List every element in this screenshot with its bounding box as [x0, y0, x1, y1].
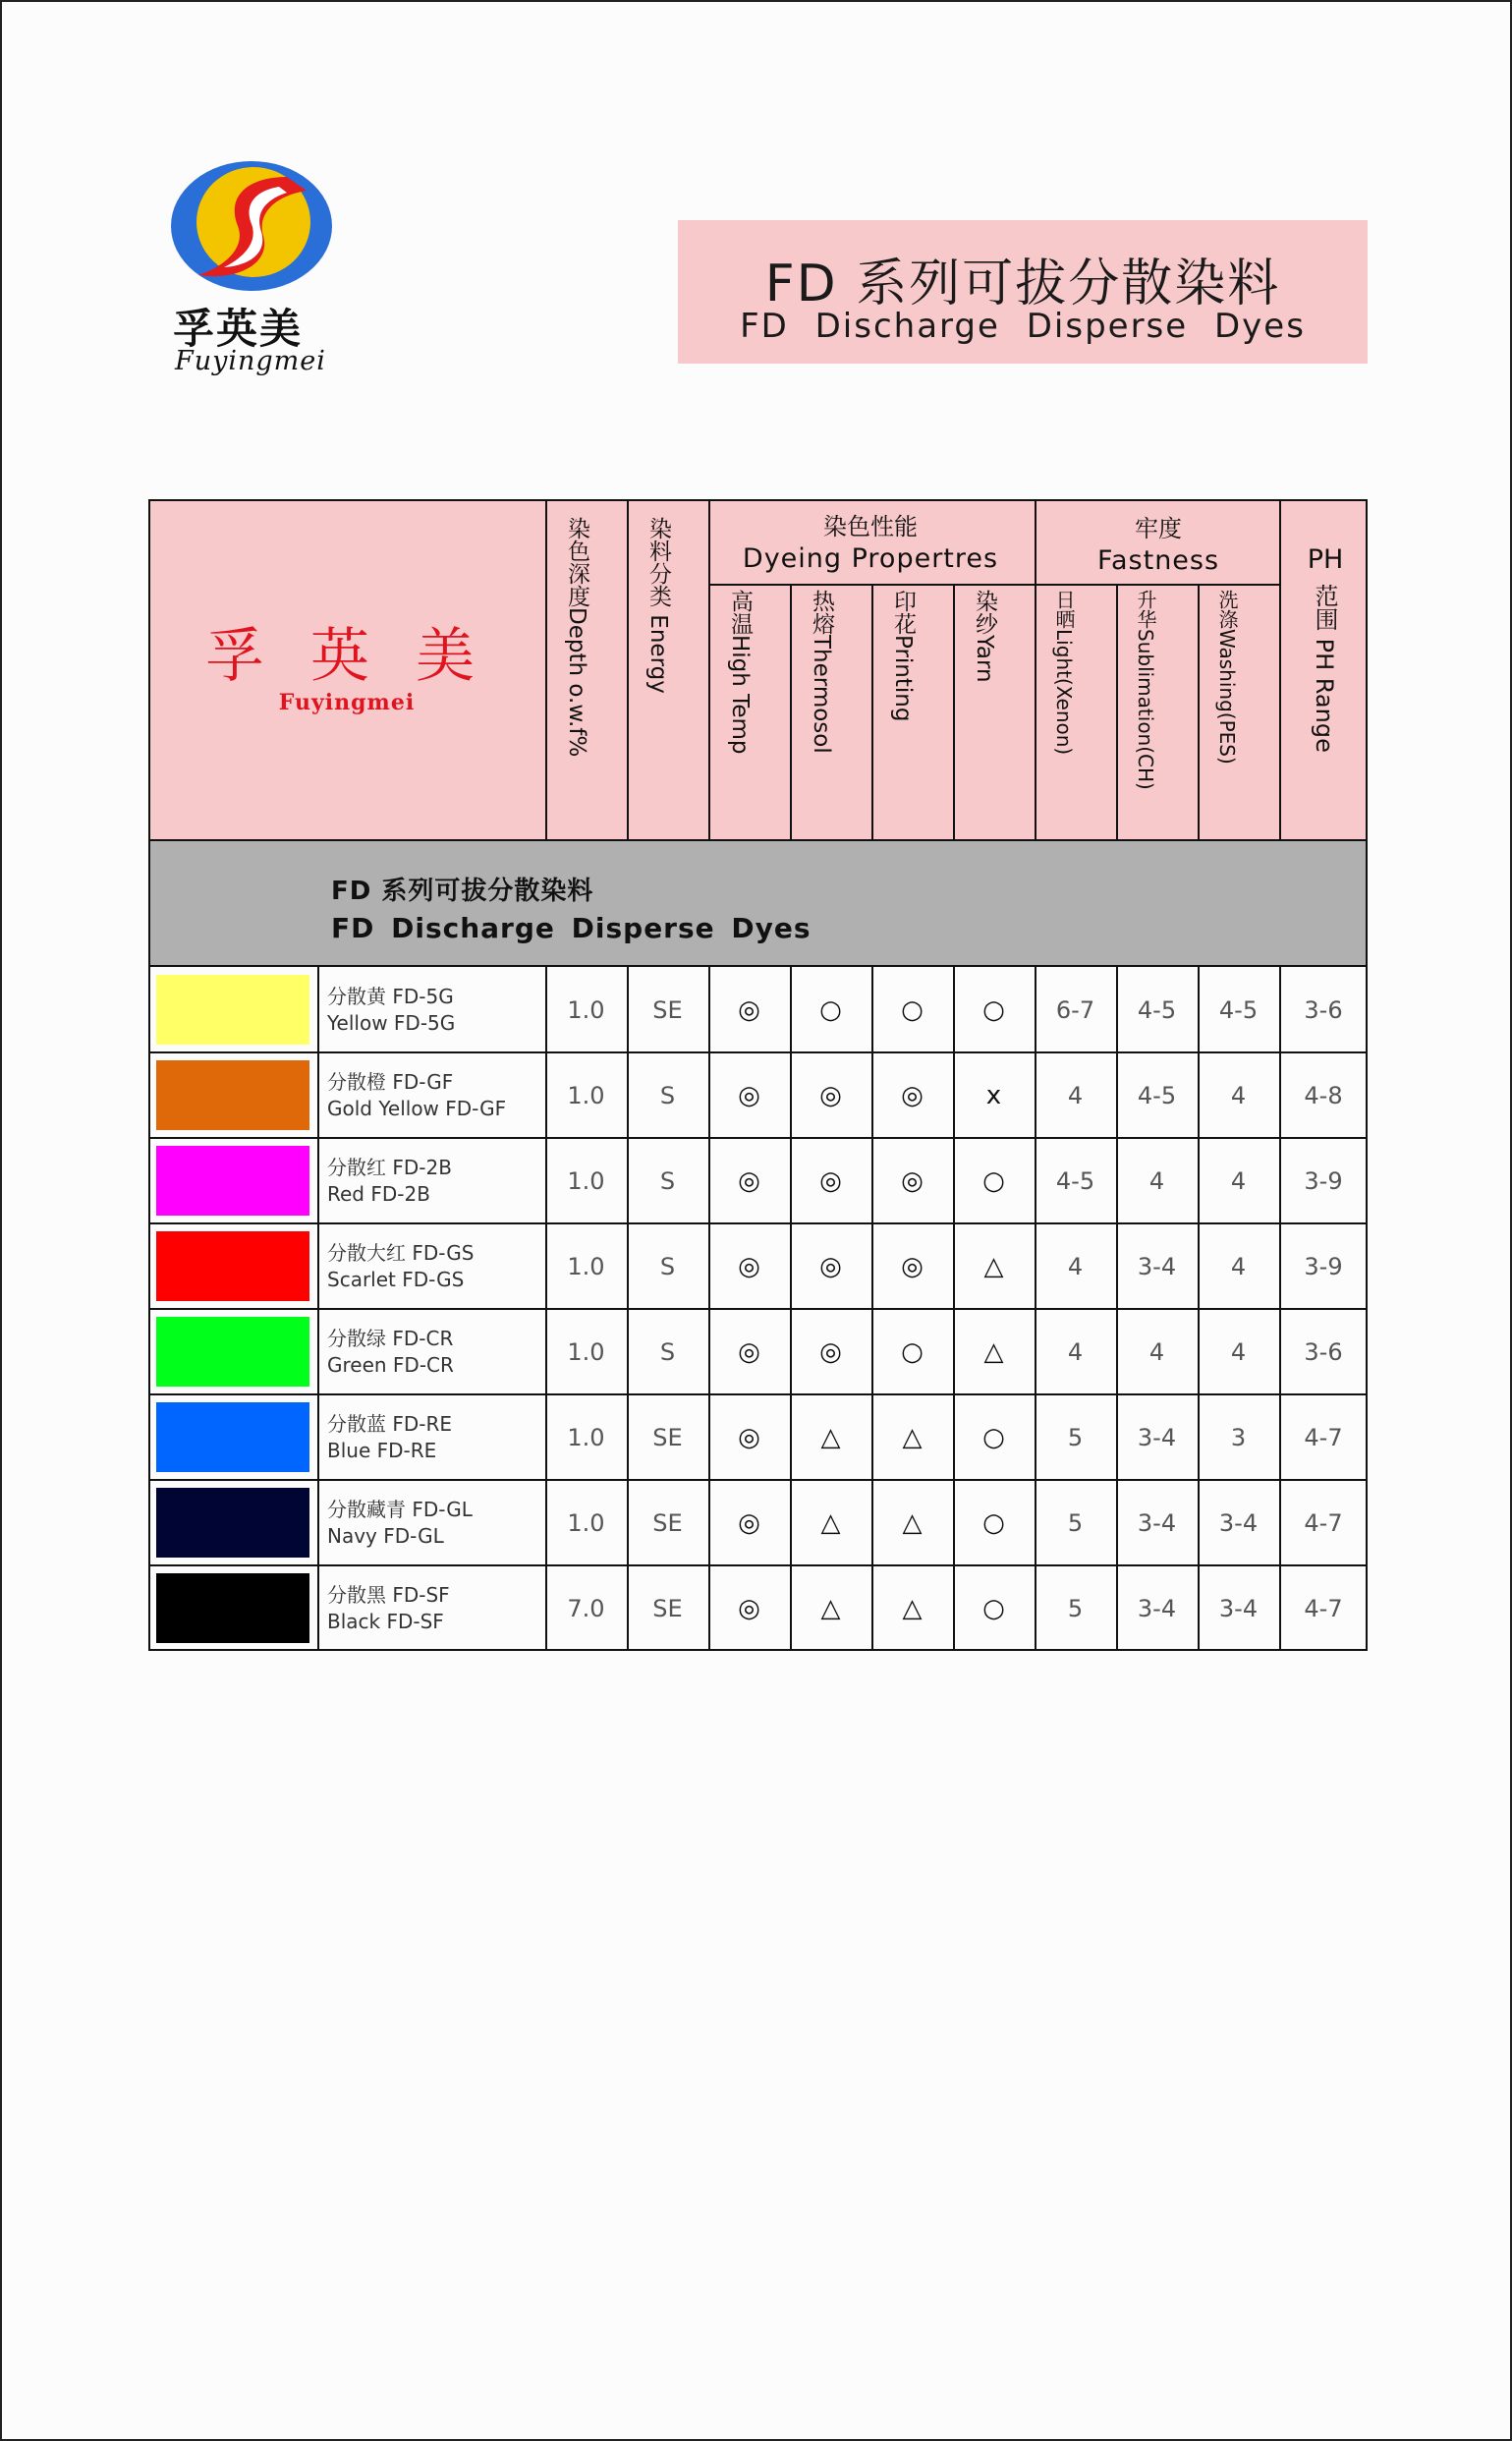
header-energy: 染料分类 Energy	[645, 517, 671, 694]
cell-energy: S	[659, 1252, 676, 1280]
dye-name-chinese: 分散黄 FD-5G	[327, 985, 454, 1008]
cell-thermosol: ○	[819, 994, 842, 1025]
dye-name-chinese: 分散黑 FD-SF	[327, 1583, 450, 1607]
header-divider	[627, 499, 629, 839]
row-divider	[148, 1393, 1368, 1395]
column-divider	[790, 967, 792, 1651]
cell-printing: ◎	[901, 1165, 924, 1196]
cell-depth: 1.0	[567, 995, 605, 1024]
dye-name-english: Red FD-2B	[327, 1182, 430, 1206]
cell-washing: 4	[1230, 1337, 1247, 1366]
company-logo	[169, 157, 346, 383]
color-swatch	[156, 1573, 309, 1643]
section-title-chinese: FD 系列可拔分散染料	[331, 877, 594, 906]
cell-thermosol: ◎	[819, 1080, 842, 1110]
cell-ph: 3-6	[1304, 1337, 1343, 1366]
dye-name-chinese: 分散蓝 FD-RE	[327, 1412, 453, 1436]
cell-depth: 7.0	[567, 1594, 605, 1622]
cell-printing: ○	[901, 994, 924, 1025]
dye-name-chinese: 分散大红 FD-GS	[327, 1241, 475, 1265]
dyeing-group-chinese: 染色性能	[823, 513, 918, 540]
column-divider	[1035, 967, 1036, 1651]
header-divider	[1116, 584, 1118, 839]
cell-sublimation: 4-5	[1137, 1081, 1177, 1109]
header-divider	[1279, 499, 1281, 839]
cell-washing: 4	[1230, 1252, 1247, 1280]
group-underline	[1035, 584, 1279, 586]
header-yarn: 染纱Yarn	[972, 590, 997, 683]
cell-ph: 3-6	[1304, 995, 1343, 1024]
cell-ph: 3-9	[1304, 1252, 1343, 1280]
cell-sublimation: 4-5	[1137, 995, 1177, 1024]
cell-yarn: ○	[982, 1507, 1005, 1538]
cell-yarn: ○	[982, 994, 1005, 1025]
header-ph-range: 范围 PH Range	[1311, 584, 1338, 753]
cell-thermosol: ◎	[819, 1251, 842, 1281]
header-high-temp: 高温High Temp	[727, 590, 753, 755]
cell-thermosol: △	[820, 1507, 841, 1538]
header-sublimation: 升华Sublimation(CH)	[1134, 590, 1157, 790]
column-divider	[1198, 967, 1200, 1651]
cell-depth: 1.0	[567, 1081, 605, 1109]
cell-printing: ◎	[901, 1251, 924, 1281]
header-thermosol: 热熔Thermosol	[809, 590, 834, 754]
cell-yarn: ○	[982, 1422, 1005, 1452]
cell-light: 4	[1067, 1337, 1084, 1366]
color-swatch	[156, 1488, 309, 1558]
column-divider	[317, 967, 319, 1651]
fastness-group-header	[1036, 513, 1280, 578]
cell-depth: 1.0	[567, 1423, 605, 1451]
cell-printing: △	[902, 1593, 923, 1623]
column-divider	[1116, 967, 1118, 1651]
fastness-group-english: Fastness	[1096, 545, 1220, 576]
column-divider	[871, 967, 873, 1651]
cell-thermosol: △	[820, 1593, 841, 1623]
cell-depth: 1.0	[567, 1252, 605, 1280]
cell-ph: 4-8	[1304, 1081, 1343, 1109]
header-bottom	[148, 839, 1368, 841]
dye-name	[327, 1240, 474, 1293]
cell-high-temp: ◎	[738, 994, 760, 1025]
cell-sublimation: 3-4	[1137, 1252, 1177, 1280]
cell-sublimation: 4	[1148, 1166, 1165, 1195]
dye-name	[327, 1069, 506, 1122]
cell-sublimation: 4	[1148, 1337, 1165, 1366]
cell-yarn: △	[983, 1251, 1004, 1281]
cell-light: 5	[1067, 1423, 1084, 1451]
cell-printing: ◎	[901, 1080, 924, 1110]
header-washing: 洗涤Washing(PES)	[1215, 590, 1239, 765]
cell-yarn: x	[985, 1080, 1002, 1110]
dyeing-properties-group-header	[708, 511, 1033, 576]
cell-energy: SE	[652, 995, 683, 1024]
color-swatch	[156, 1402, 309, 1472]
color-swatch	[156, 975, 309, 1045]
dye-name-english: Green FD-CR	[327, 1353, 454, 1377]
column-divider	[627, 967, 629, 1651]
cell-energy: S	[659, 1081, 676, 1109]
dyeing-group-english: Dyeing Propertres	[742, 543, 999, 574]
cell-light: 4	[1067, 1252, 1084, 1280]
dye-name	[327, 1155, 452, 1208]
cell-washing: 3-4	[1218, 1594, 1259, 1622]
logo-chinese-text: 孚英美	[173, 305, 304, 353]
cell-energy: SE	[652, 1423, 683, 1451]
title-english: FD Discharge Disperse Dyes	[740, 307, 1306, 346]
header-divider	[790, 584, 792, 839]
dye-name	[327, 984, 455, 1037]
cell-washing: 4-5	[1218, 995, 1259, 1024]
cell-ph: 3-9	[1304, 1166, 1343, 1195]
brand-english: Fuyingmei	[278, 690, 416, 715]
row-divider	[148, 1308, 1368, 1310]
row-divider	[148, 1222, 1368, 1224]
cell-ph: 4-7	[1304, 1508, 1343, 1537]
cell-high-temp: ◎	[738, 1251, 760, 1281]
color-swatch	[156, 1146, 309, 1216]
color-swatch	[156, 1060, 309, 1130]
column-divider	[953, 967, 955, 1651]
section-title-english: FD Discharge Disperse Dyes	[331, 912, 812, 944]
cell-energy: S	[659, 1166, 676, 1195]
header-divider	[1198, 584, 1200, 839]
cell-ph: 4-7	[1304, 1423, 1343, 1451]
cell-washing: 4	[1230, 1166, 1247, 1195]
cell-sublimation: 3-4	[1137, 1594, 1177, 1622]
dye-name-english: Yellow FD-5G	[327, 1011, 456, 1035]
cell-high-temp: ◎	[738, 1507, 760, 1538]
header-divider	[871, 584, 873, 839]
cell-energy: S	[659, 1337, 676, 1366]
dye-name-english: Scarlet FD-GS	[327, 1268, 465, 1291]
cell-high-temp: ◎	[738, 1080, 760, 1110]
cell-energy: SE	[652, 1594, 683, 1622]
logo-mark-icon	[169, 157, 336, 295]
brand-chinese: 孚 英 美	[204, 622, 489, 691]
cell-depth: 1.0	[567, 1337, 605, 1366]
title-banner	[678, 220, 1368, 364]
color-swatch	[156, 1317, 309, 1387]
cell-ph: 4-7	[1304, 1594, 1343, 1622]
cell-washing: 3-4	[1218, 1508, 1259, 1537]
column-divider	[708, 967, 710, 1651]
cell-light: 4-5	[1055, 1166, 1095, 1195]
header-divider	[708, 499, 710, 839]
row-divider	[148, 1051, 1368, 1053]
cell-printing: ○	[901, 1336, 924, 1367]
header-depth: 染色深度Depth o.w.f%	[564, 517, 589, 758]
dye-name	[327, 1582, 450, 1635]
table-border	[148, 1649, 1368, 1651]
dye-properties-table	[148, 499, 1368, 1651]
cell-yarn: △	[983, 1336, 1004, 1367]
cell-printing: △	[902, 1422, 923, 1452]
dye-name-english: Black FD-SF	[327, 1610, 444, 1633]
cell-light: 4	[1067, 1081, 1084, 1109]
group-underline	[708, 584, 1035, 586]
column-divider	[545, 967, 547, 1651]
logo-english-text: Fuyingmei	[175, 346, 326, 376]
header-divider	[1035, 499, 1036, 839]
cell-light: 5	[1067, 1594, 1084, 1622]
dye-name-chinese: 分散红 FD-2B	[327, 1156, 452, 1179]
header-printing: 印花Printing	[890, 590, 916, 722]
dye-name-english: Navy FD-GL	[327, 1524, 444, 1548]
cell-thermosol: ◎	[819, 1336, 842, 1367]
title-chinese: FD 系列可拔分散染料	[764, 255, 1281, 313]
cell-high-temp: ◎	[738, 1422, 760, 1452]
dye-name-english: Gold Yellow FD-GF	[327, 1097, 507, 1120]
cell-depth: 1.0	[567, 1508, 605, 1537]
cell-high-temp: ◎	[738, 1165, 760, 1196]
header-divider	[545, 499, 547, 839]
dye-name-chinese: 分散绿 FD-CR	[327, 1327, 454, 1350]
cell-yarn: ○	[982, 1593, 1005, 1623]
cell-light: 5	[1067, 1508, 1084, 1537]
cell-washing: 3	[1230, 1423, 1247, 1451]
cell-sublimation: 3-4	[1137, 1423, 1177, 1451]
header-divider	[953, 584, 955, 839]
header-ph: PH	[1307, 544, 1344, 575]
table-border	[148, 499, 1368, 501]
column-divider	[1279, 967, 1281, 1651]
dye-name	[327, 1411, 452, 1464]
band-bottom	[148, 965, 1368, 967]
cell-sublimation: 3-4	[1137, 1508, 1177, 1537]
row-divider	[148, 1564, 1368, 1566]
cell-high-temp: ◎	[738, 1593, 760, 1623]
dye-name-english: Blue FD-RE	[327, 1439, 437, 1462]
fastness-group-chinese: 牢度	[1135, 515, 1182, 542]
header-light: 日晒Light(Xenon)	[1052, 590, 1076, 756]
row-divider	[148, 1479, 1368, 1481]
row-divider	[148, 1137, 1368, 1139]
cell-washing: 4	[1230, 1081, 1247, 1109]
cell-printing: △	[902, 1507, 923, 1538]
cell-light: 6-7	[1055, 995, 1095, 1024]
cell-depth: 1.0	[567, 1166, 605, 1195]
dye-name-chinese: 分散藏青 FD-GL	[327, 1498, 473, 1521]
color-swatch	[156, 1231, 309, 1301]
dye-name-chinese: 分散橙 FD-GF	[327, 1070, 454, 1094]
cell-yarn: ○	[982, 1165, 1005, 1196]
cell-thermosol: ◎	[819, 1165, 842, 1196]
cell-high-temp: ◎	[738, 1336, 760, 1367]
dye-name	[327, 1497, 473, 1550]
dye-name	[327, 1326, 454, 1379]
cell-energy: SE	[652, 1508, 683, 1537]
cell-thermosol: △	[820, 1422, 841, 1452]
